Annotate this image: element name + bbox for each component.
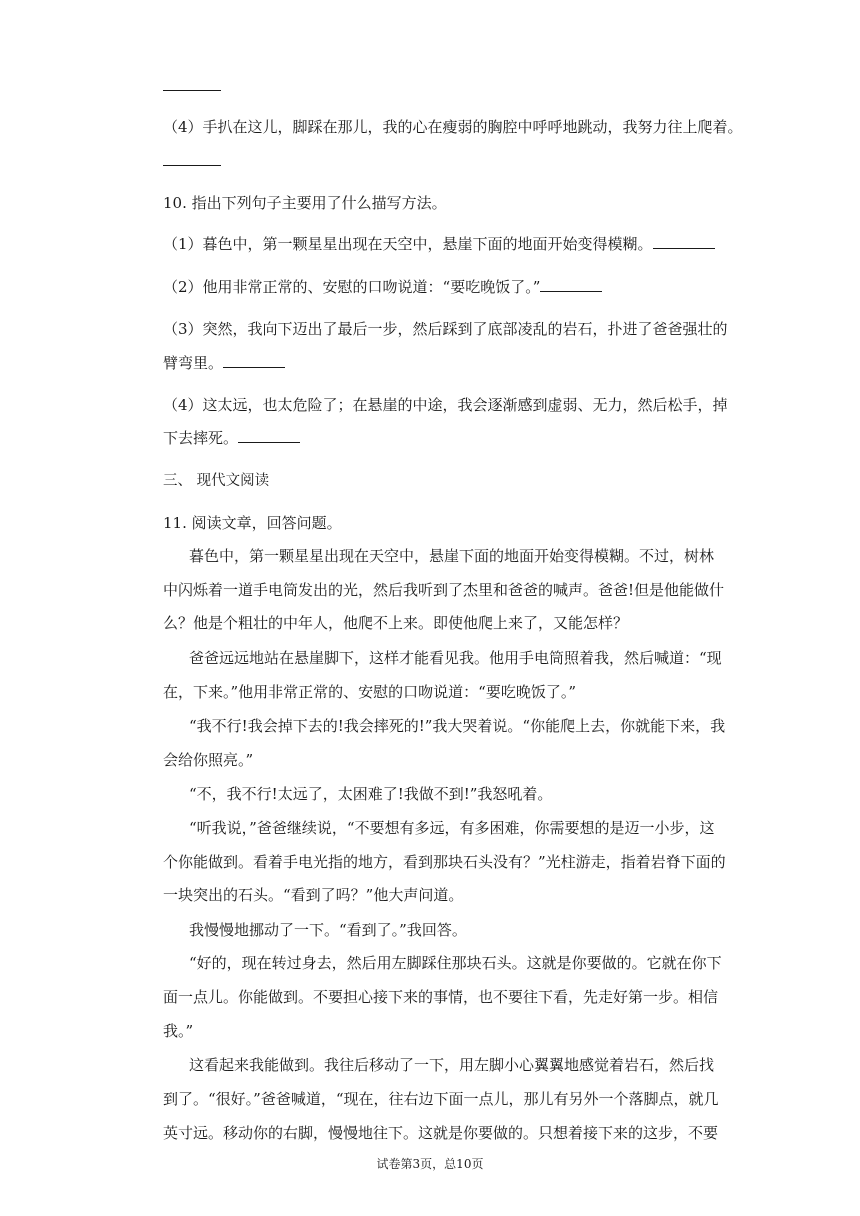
passage-line: 我慢慢地挪动了一下。“看到了。”我回答。 bbox=[189, 921, 467, 939]
question-10-item-4-cont bbox=[163, 428, 300, 448]
exercise-item-4: （4）手扒在这儿，脚踩在那儿，我的心在瘦弱的胸腔中呼呼地跳动，我努力往上爬着。 bbox=[163, 118, 743, 136]
item-text: 下去摔死。 bbox=[163, 429, 239, 447]
answer-blank[interactable] bbox=[163, 90, 221, 91]
question-10-title: 10. 指出下列句子主要用了什么描写方法。 bbox=[163, 194, 447, 212]
passage-line: 到了。“很好。”爸爸喊道，“现在，往右边下面一点儿，那儿有另外一个落脚点，就几 bbox=[163, 1090, 719, 1108]
question-10-item-3-cont bbox=[163, 353, 285, 373]
page-footer: 试卷第3页，总10页 bbox=[376, 1157, 484, 1171]
section-heading: 三、 现代文阅读 bbox=[163, 473, 270, 489]
question-10-item-2 bbox=[163, 277, 602, 297]
answer-blank[interactable] bbox=[163, 165, 221, 166]
passage-line: 爸爸远远地站在悬崖脚下，这样才能看见我。他用手电筒照着我，然后喊道：“现 bbox=[189, 649, 722, 667]
question-10-item-1 bbox=[163, 234, 715, 254]
passage-line: 这看起来我能做到。我往后移动了一下，用左脚小心翼翼地感觉着岩石，然后找 bbox=[189, 1056, 715, 1074]
passage-line: “不，我不行!太远了，太困难了!我做不到!”我怒吼着。 bbox=[189, 785, 553, 803]
passage-line: “听我说，”爸爸继续说，“不要想有多远，有多困难，你需要想的是迈一小步，这 bbox=[189, 819, 715, 837]
passage-line: 么？他是个粗壮的中年人，他爬不上来。即使他爬上来了，又能怎样？ bbox=[163, 614, 629, 632]
passage-line: 面一点儿。你能做到。不要担心接下来的事情，也不要往下看，先走好第一步。相信 bbox=[163, 988, 719, 1006]
item-text: （1）暮色中，第一颗星星出现在天空中，悬崖下面的地面开始变得模糊。 bbox=[163, 235, 653, 253]
passage-line: 一块突出的石头。“看到了吗？”他大声问道。 bbox=[163, 886, 464, 904]
item-text: （2）他用非常正常的、安慰的口吻说道：“要吃晚饭了。” bbox=[163, 278, 541, 296]
question-10-item-3: （3）突然，我向下迈出了最后一步，然后踩到了底部凌乱的岩石，扑进了爸爸强壮的 bbox=[163, 320, 728, 338]
answer-blank[interactable] bbox=[238, 428, 300, 443]
passage-line: 个你能做到。看着手电光指的地方，看到那块石头没有？”光柱游走，指着岩脊下面的 bbox=[163, 853, 726, 871]
question-10-item-4: （4）这太远，也太危险了；在悬崖的中途，我会逐渐感到虚弱、无力，然后松手，掉 bbox=[163, 396, 728, 414]
passage-line: 英寸远。移动你的右脚，慢慢地往下。这就是你要做的。只想着接下来的这步，不要 bbox=[163, 1124, 719, 1142]
passage-line: 我。” bbox=[163, 1022, 194, 1040]
passage-line: 会给你照亮。” bbox=[163, 751, 254, 769]
question-11-title: 11. 阅读文章，回答问题。 bbox=[163, 514, 342, 532]
passage-line: 暮色中，第一颗星星出现在天空中，悬崖下面的地面开始变得模糊。不过，树林 bbox=[189, 547, 715, 565]
passage-line: “好的，现在转过身去，然后用左脚踩住那块石头。这就是你要做的。它就在你下 bbox=[189, 954, 722, 972]
answer-blank[interactable] bbox=[223, 353, 285, 368]
answer-blank[interactable] bbox=[653, 234, 715, 249]
item-text: 臂弯里。 bbox=[163, 354, 224, 372]
answer-blank[interactable] bbox=[540, 277, 602, 292]
passage-line: “我不行!我会掉下去的!我会摔死的!”我大哭着说。“你能爬上去，你就能下来，我 bbox=[189, 717, 726, 735]
passage-line: 在，下来。”他用非常正常的、安慰的口吻说道：“要吃晚饭了。” bbox=[163, 683, 577, 701]
passage-line: 中闪烁着一道手电筒发出的光，然后我听到了杰里和爸爸的喊声。爸爸!但是他能做什 bbox=[163, 581, 725, 599]
